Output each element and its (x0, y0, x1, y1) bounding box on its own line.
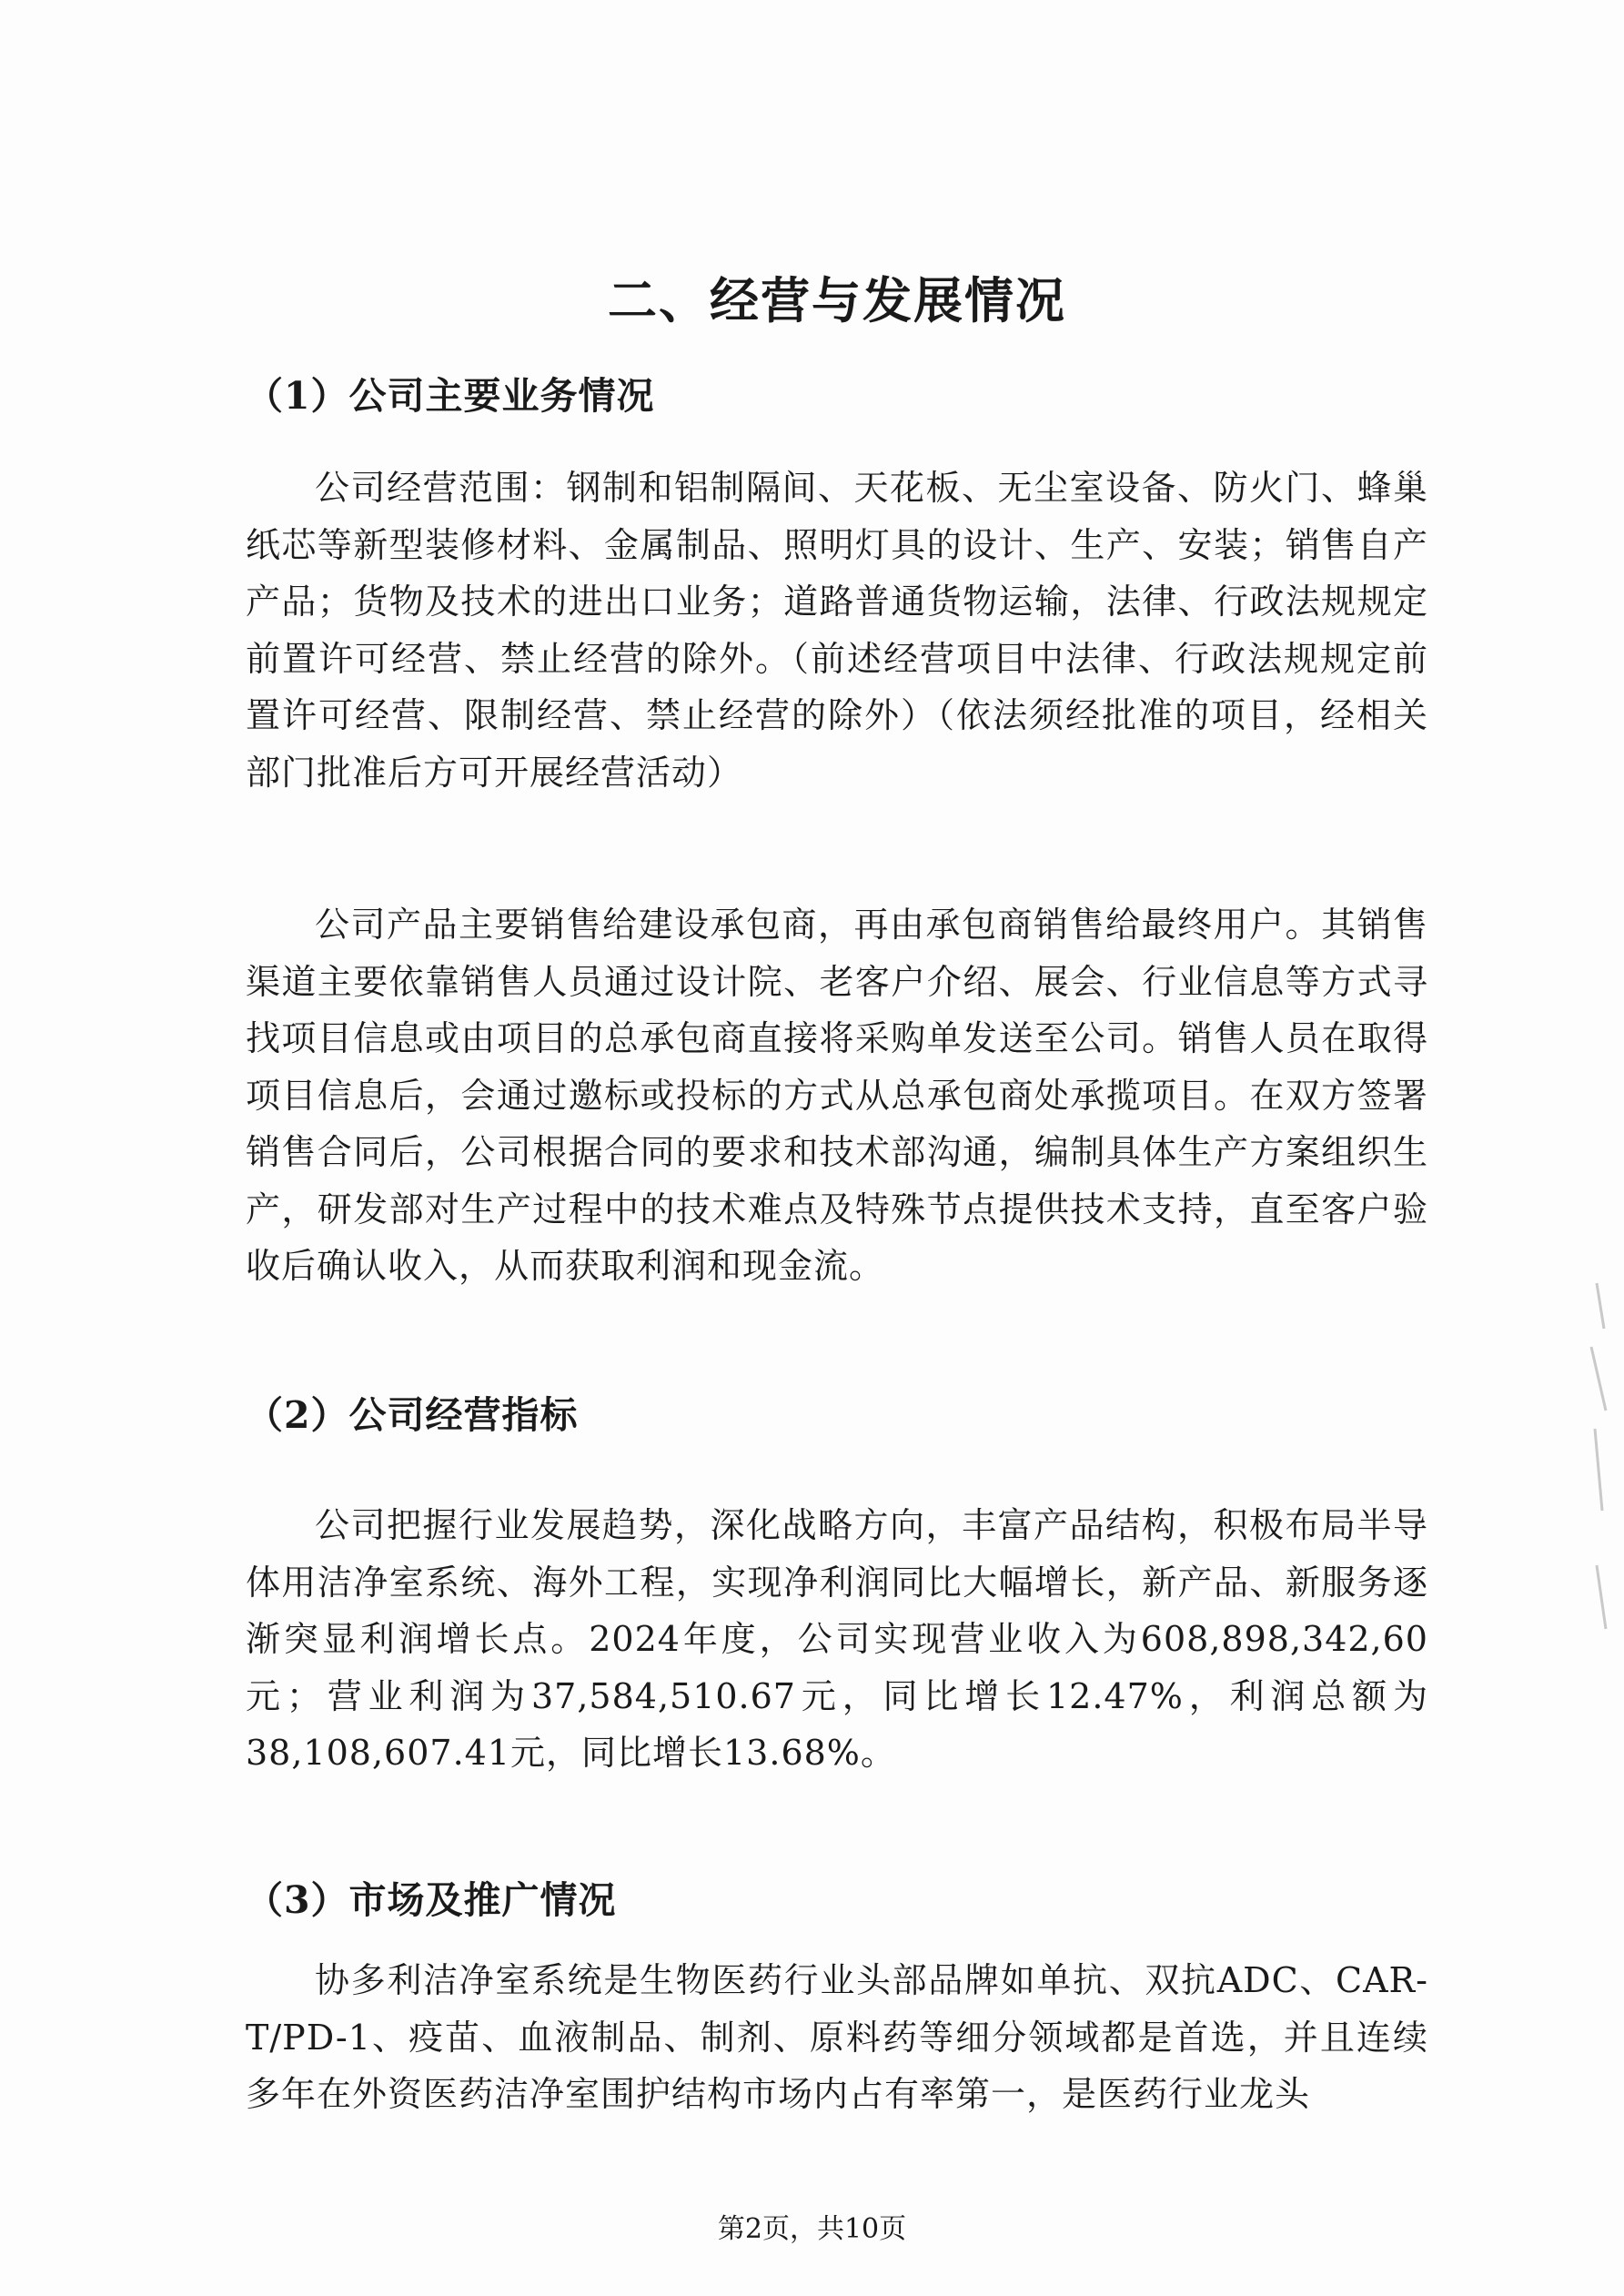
section-heading-indicators: （2）公司经营指标 (246, 1393, 579, 1437)
page-title: 二、经营与发展情况 (608, 271, 1066, 329)
page-footer: 第2页，共10页 (717, 2213, 907, 2245)
margin-stamp-mark (1579, 1274, 1624, 1638)
section-heading-market: （3）市场及推广情况 (246, 1878, 617, 1922)
section-heading-business: （1）公司主要业务情况 (246, 374, 655, 418)
paragraph-business-scope: 公司经营范围：钢制和铝制隔间、天花板、无尘室设备、防火门、蜂巢纸芯等新型装修材料、金属制品、照明灯具的设计、生产、安装；销售自产产品；货物及技术的进出口业务；道路普通货物运输，法律、行政法规规定前置许可经营、禁止经营的除外。（前述经营项目中法律、行政法规规定前置许可经营、限制经营、禁止经营的除外）（依法须经批准的项目，经相关部门批准后方可开展经营活动） (246, 468, 1428, 793)
paragraph-market-promotion: 协多利洁净室系统是生物医药行业头部品牌如单抗、双抗ADC、CAR-T/PD-1、疫苗、血液制品、制剂、原料药等细分领域都是首选，并且连续多年在外资医药洁净室围护结构市场内占有率第一，是医药行业龙头 (246, 1960, 1428, 2114)
paragraph-sales-channel: 公司产品主要销售给建设承包商，再由承包商销售给最终用户。其销售渠道主要依靠销售人员通过设计院、老客户介绍、展会、行业信息等方式寻找项目信息或由项目的总承包商直接将采购单发送至公司。销售人员在取得项目信息后，会通过邀标或投标的方式从总承包商处承揽项目。在双方签署销售合同后，公司根据合同的要求和技术部沟通，编制具体生产方案组织生产，研发部对生产过程中的技术难点及特殊节点提供技术支持，直至客户验收后确认收入，从而获取利润和现金流。 (246, 905, 1428, 1286)
paragraph-operating-indicators: 公司把握行业发展趋势，深化战略方向，丰富产品结构，积极布局半导体用洁净室系统、海外工程，实现净利润同比大幅增长，新产品、新服务逐渐突显利润增长点。2024年度，公司实现营业收入为608,898,342,60元；营业利润为37,584,510.67元，同比增长12.47%，利润总额为38,108,607.41元，同比增长13.68%。 (246, 1505, 1428, 1773)
